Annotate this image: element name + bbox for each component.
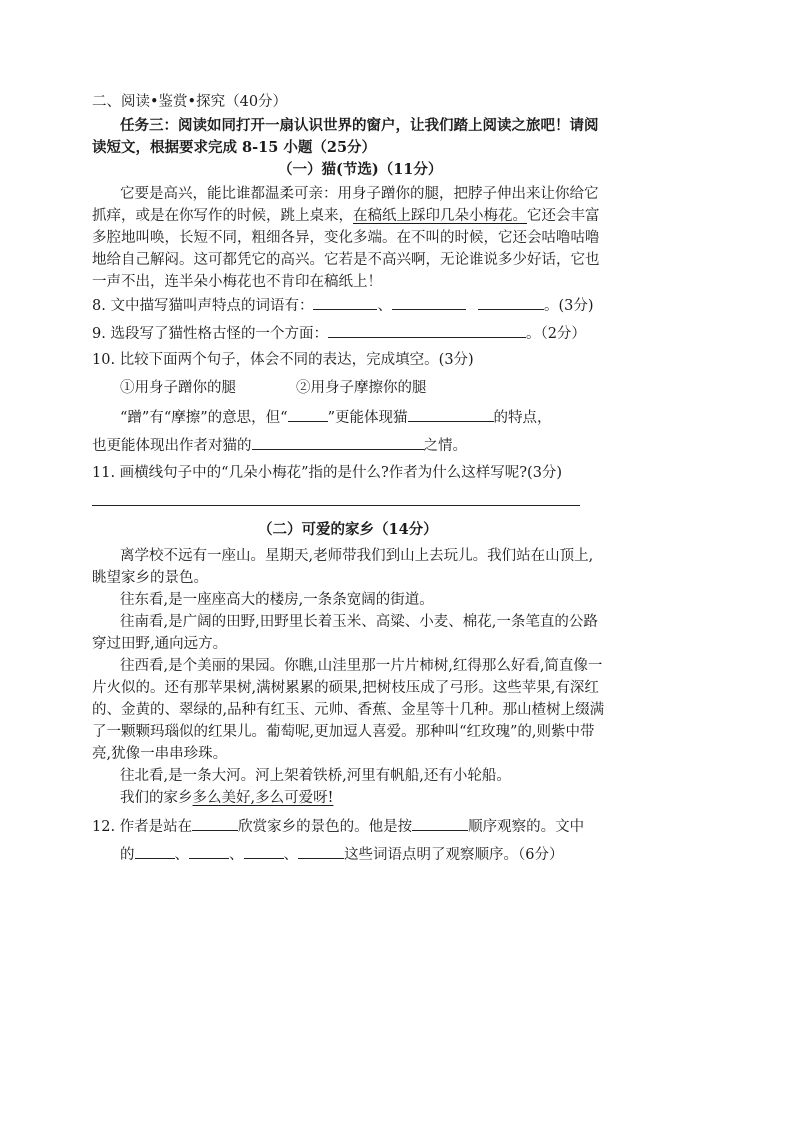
passage1-line <box>92 206 600 226</box>
question-12-line2 <box>120 844 563 865</box>
question-9-score: 。（2分） <box>525 326 586 342</box>
passage1-text: 它还会丰富 <box>527 208 600 224</box>
task-instruction-line2: 读短文，根据要求完成 8-15 小题（25分） <box>92 139 377 156</box>
passage1-line: 地给自己解闷。这可都凭它的高兴。它若是不高兴啊，无论谁说多少好话，它也 <box>92 252 600 268</box>
question-10-fill-line1 <box>120 407 552 428</box>
passage2-line: 片火似的。还有那苹果树,满树累累的硕果,把树枝压成了弓形。这些苹果,有深红 <box>92 680 599 696</box>
answer-blank[interactable] <box>478 295 544 310</box>
separator: 、 <box>229 847 244 863</box>
passage1-title: （一）猫(节选)（11分） <box>278 161 443 178</box>
passage2-last-line <box>120 788 333 808</box>
answer-blank[interactable] <box>392 295 466 310</box>
passage2-line: 往南看,是广阔的田野,田野里长着玉米、高粱、小麦、棉花,一条笔直的公路 <box>120 614 598 630</box>
passage2-line: 往北看,是一条大河。河上架着铁桥,河里有帆船,还有小轮船。 <box>120 768 511 784</box>
passage2-line: 了一颗颗玛瑙似的红果儿。葡萄呢,更加逗人喜爱。那种叫“红玫瑰”的,则紫中带 <box>92 724 595 740</box>
fill-text: ”更能体现猫 <box>327 410 408 426</box>
answer-line[interactable] <box>92 505 580 506</box>
fill-text: “蹭”有“摩擦”的意思，但“ <box>120 410 288 426</box>
fill-text: 12. 作者是站在 <box>92 819 193 835</box>
answer-blank[interactable] <box>328 323 526 338</box>
question-8-score: 。(3分) <box>543 298 594 314</box>
separator: 、 <box>174 847 189 863</box>
passage2-line: 亮,犹像一串串珍珠。 <box>92 746 228 762</box>
compare-sentence-1: ①用身子蹭你的腿 <box>120 380 236 396</box>
fill-text: 的 <box>120 847 135 863</box>
question-9-text: 9. 选段写了猫性格古怪的一个方面： <box>92 326 328 342</box>
separator: 、 <box>283 847 298 863</box>
answer-blank[interactable] <box>244 844 284 859</box>
passage1-line: 它要是高兴，能比谁都温柔可亲：用身子蹭你的腿，把脖子伸出来让你给它 <box>120 186 599 202</box>
answer-blank[interactable] <box>313 295 377 310</box>
answer-blank[interactable] <box>408 407 494 422</box>
answer-blank[interactable] <box>298 844 344 859</box>
answer-blank[interactable] <box>412 816 468 831</box>
fill-text: 欣赏家乡的景色的。他是按 <box>238 819 413 835</box>
passage2-line: 往东看,是一座座高大的楼房,一条条宽阔的街道。 <box>120 592 434 608</box>
passage1-line: 一声不出，连半朵小梅花也不肯印在稿纸上！ <box>92 274 382 290</box>
answer-blank[interactable] <box>192 816 238 831</box>
answer-blank[interactable] <box>252 435 424 450</box>
question-12-line1 <box>92 816 584 837</box>
question-10-text: 10. 比较下面两个句子，体会不同的表达，完成填空。(3分) <box>92 352 474 368</box>
passage2-title: （二）可爱的家乡（14分） <box>258 521 438 538</box>
passage1-text: 抓痒，或是在你写作的时候，跳上桌来， <box>92 208 353 224</box>
fill-text: 之情。 <box>423 438 467 454</box>
underlined-sentence: 在稿纸上踩印几朵小梅花。 <box>353 208 527 224</box>
question-9 <box>92 323 586 344</box>
compare-sentence-2: ②用身子摩擦你的腿 <box>296 380 427 396</box>
underlined-phrase: 多么美好,多么可爱呀! <box>192 790 334 806</box>
passage2-line: 离学校不远有一座山。星期天,老师带我们到山上去玩儿。我们站在山顶上, <box>120 548 594 564</box>
answer-blank[interactable] <box>135 844 175 859</box>
passage2-line: 的、金黄的、翠绿的,品种有红玉、元帅、香蕉、金星等十几种。那山楂树上缀满 <box>92 702 605 718</box>
section-heading: 二、阅读•鉴赏•探究（40分） <box>92 94 288 110</box>
question-8-text: 8. 文中描写猫叫声特点的词语有： <box>92 298 314 314</box>
passage2-text: 我们的家乡 <box>120 790 193 806</box>
fill-text: 顺序观察的。文中 <box>468 819 585 835</box>
question-11-text: 11. 画横线句子中的“几朵小梅花”指的是什么?作者为什么这样写呢?(3分) <box>92 465 563 481</box>
passage2-line: 眺望家乡的景色。 <box>92 570 208 586</box>
passage2-line: 穿过田野,通向远方。 <box>92 636 228 652</box>
question-12-score: 这些词语点明了观察顺序。（6分） <box>344 847 564 863</box>
separator: 、 <box>377 298 392 314</box>
question-8 <box>92 295 594 316</box>
answer-blank[interactable] <box>189 844 229 859</box>
fill-text: 的特点， <box>493 410 552 426</box>
task-instruction-line1: 任务三：阅读如同打开一扇认识世界的窗户，让我们踏上阅读之旅吧！请阅 <box>120 117 599 134</box>
passage2-line: 往西看,是个美丽的果园。你瞧,山洼里那一片片柿树,红得那么好看,简直像一 <box>120 658 603 674</box>
answer-blank[interactable] <box>288 407 328 422</box>
fill-text: 也更能体现出作者对猫的 <box>92 438 252 454</box>
question-10-fill-line2 <box>92 435 467 456</box>
passage1-line: 多腔地叫唤，长短不同，粗细各异，变化多端。在不叫的时候，它还会咕噜咕噜 <box>92 230 600 246</box>
